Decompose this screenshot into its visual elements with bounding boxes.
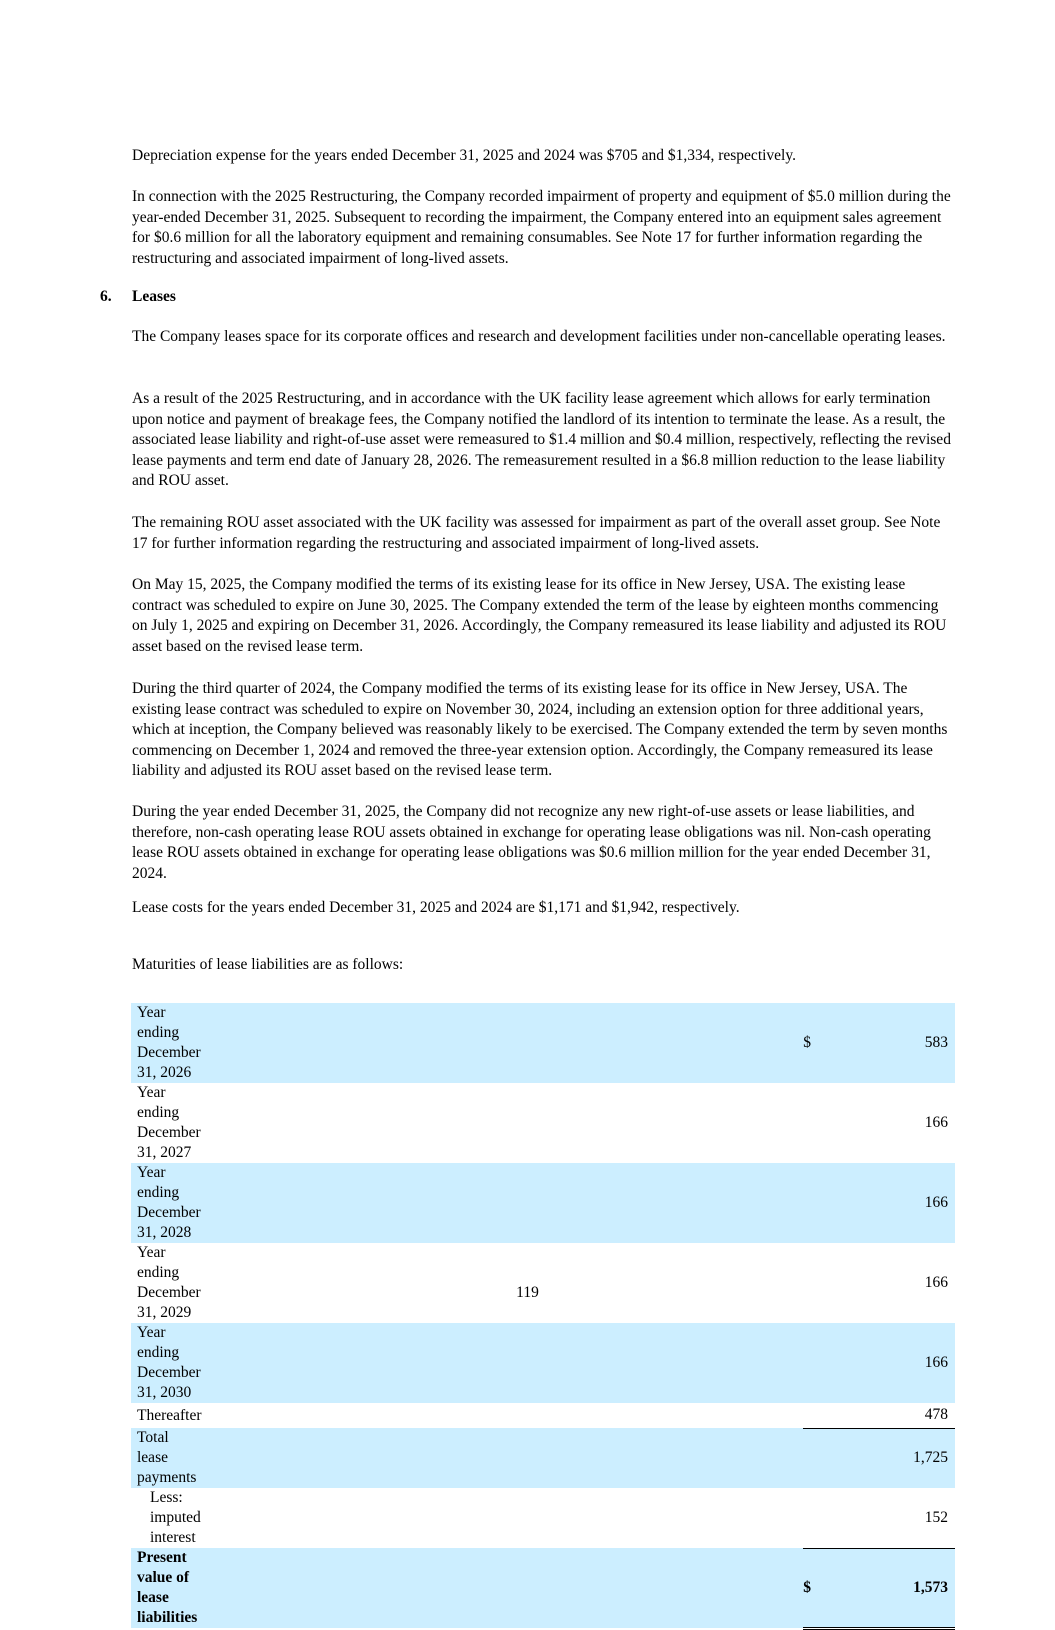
row-currency: $ [803, 1548, 825, 1628]
table-row [131, 1243, 955, 1323]
row-label: Less: imputed interest [150, 1489, 201, 1546]
section-title: Leases [132, 288, 176, 305]
present-value-row [131, 1548, 955, 1628]
row-amount: 152 [924, 1508, 948, 1526]
maturity-table [131, 1003, 955, 1630]
row-currency [803, 1323, 825, 1403]
table-row [131, 1003, 955, 1083]
lease-costs-paragraph: Lease costs for the years ended December 31, 2025 and 2024 are $1,171 and $1,942, respectively. [132, 899, 740, 916]
section-number: 6. [100, 288, 112, 305]
maturities-intro: Maturities of lease liabilities are as follows: [132, 956, 404, 973]
row-label: Year ending December 31, 2029 [137, 1244, 201, 1321]
row-label: Thereafter [137, 1406, 202, 1424]
row-amount: 1,725 [826, 1428, 955, 1488]
depreciation-paragraph: Depreciation expense for the years ended December 31, 2025 and 2024 was $705 and $1,334, respectively. [132, 147, 796, 164]
impairment-paragraph: In connection with the 2025 Restructuring, the Company recorded impairment of property and equipment of $5.0 million during the year-ended December 31, 2025. Subsequent to recording the impairment, the Company entered into an equipment sales agreement for $0.6 million for all the laboratory equipment and remaining consumables. See Note 17 for further information regarding the restructuring and associated impairment of long-lived assets. [132, 188, 951, 267]
row-currency [803, 1083, 825, 1163]
row-currency [803, 1428, 825, 1488]
row-label: Present value of lease liabilities [131, 1548, 202, 1628]
uk-termination-paragraph: As a result of the 2025 Restructuring, and in accordance with the UK facility lease agreement which allows for early termination upon notice and payment of breakage fees, the Company notified the landlord of its intention to terminate the lease. As a result, the associated lease liability and right-of-use asset were remeasured to $1.4 million and $0.4 million, respectively, reflecting the revised lease payments and term end date of January 28, 2026. The remeasurement resulted in a $6.8 million reduction to the lease liability and ROU asset. [132, 390, 951, 489]
row-amount: 1,573 [826, 1548, 955, 1628]
row-amount: 583 [826, 1003, 955, 1083]
row-currency [803, 1488, 825, 1548]
row-amount: 166 [924, 1274, 948, 1291]
noncash-paragraph: During the year ended December 31, 2025, the Company did not recognize any new right-of-use assets or lease liabilities, and therefore, non-cash operating lease ROU assets obtained in exchange for operating lease obligations was nil. Non-cash operating lease ROU assets obtained in exchange for operating lease obligations was $0.6 million million for the year ended December 31, 2024. [132, 803, 931, 882]
row-amount: 166 [826, 1163, 955, 1243]
table-row [131, 1323, 955, 1403]
table-row [131, 1488, 955, 1548]
page-number: 119 [516, 1284, 539, 1301]
row-label: Year ending December 31, 2028 [131, 1163, 202, 1243]
row-amount: 166 [826, 1323, 955, 1403]
row-label: Year ending December 31, 2030 [131, 1323, 202, 1403]
row-currency [803, 1403, 825, 1428]
uk-impairment-paragraph: The remaining ROU asset associated with the UK facility was assessed for impairment as part of the overall asset group. See Note 17 for further information regarding the restructuring and associated impairment of long-lived assets. [132, 514, 941, 552]
row-amount: 166 [924, 1114, 948, 1131]
row-label: Year ending December 31, 2026 [131, 1003, 202, 1083]
table-row [131, 1163, 955, 1243]
table-row [131, 1403, 955, 1428]
row-currency: $ [803, 1003, 825, 1083]
row-label: Year ending December 31, 2027 [137, 1084, 201, 1161]
row-label: Total lease payments [131, 1428, 202, 1488]
row-currency [803, 1243, 825, 1323]
leases-intro-paragraph: The Company leases space for its corporate offices and research and development facilities under non-cancellable operating leases. [132, 328, 946, 345]
table-row [131, 1083, 955, 1163]
total-row [131, 1428, 955, 1488]
nj-2025-paragraph: On May 15, 2025, the Company modified the terms of its existing lease for its office in New Jersey, USA. The existing lease contract was scheduled to expire on June 30, 2025. The Company extended the term of the lease by eighteen months commencing on July 1, 2025 and expiring on December 31, 2026. Accordingly, the Company remeasured its lease liability and adjusted its ROU asset based on the revised lease term. [132, 576, 947, 655]
row-currency [803, 1163, 825, 1243]
row-amount: 478 [924, 1406, 948, 1424]
nj-2024-paragraph: During the third quarter of 2024, the Company modified the terms of its existing lease for its office in New Jersey, USA. The existing lease contract was scheduled to expire on November 30, 2024, including an extension option for three additional years, which at inception, the Company believed was reasonably likely to be exercised. The Company extended the term by seven months commencing on December 1, 2024 and removed the three-year extension option. Accordingly, the Company remeasured its lease liability and adjusted its ROU asset based on the revised lease term. [132, 680, 948, 779]
